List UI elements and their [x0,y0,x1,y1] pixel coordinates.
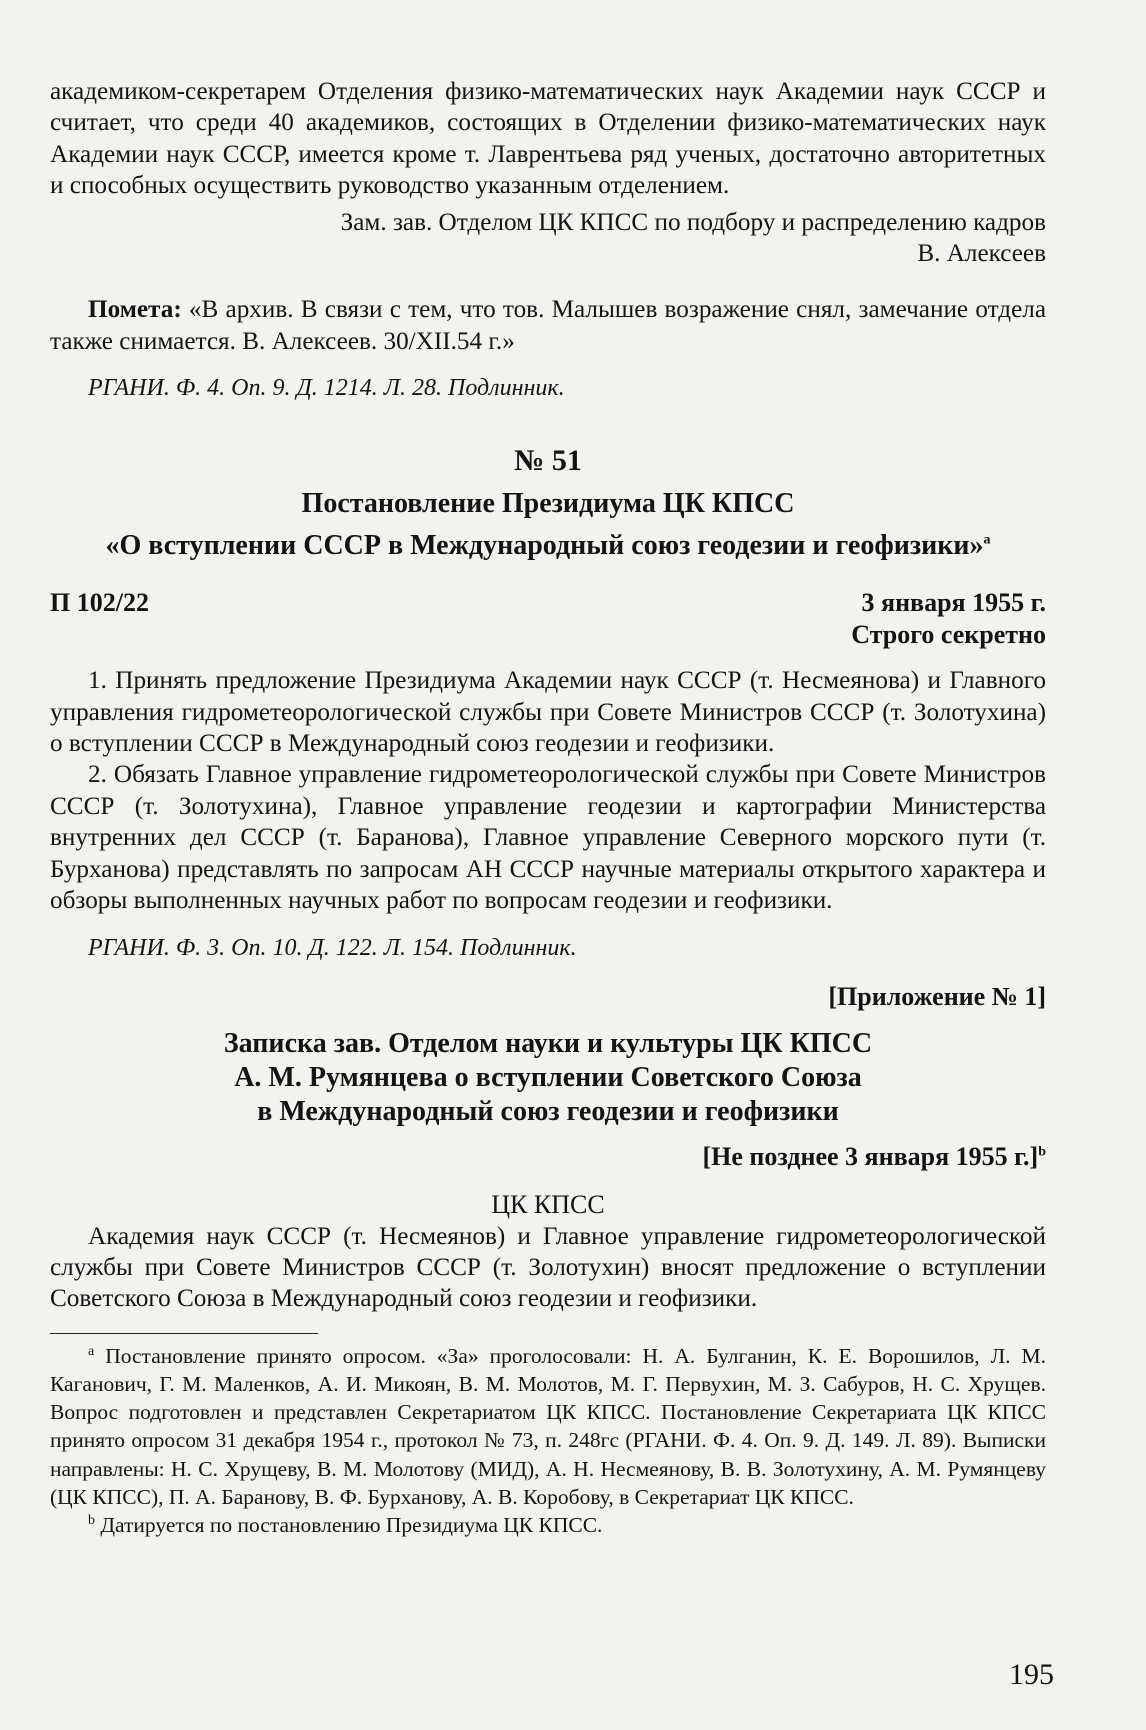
archive-reference-2: РГАНИ. Ф. 3. Оп. 10. Д. 122. Л. 154. Подлинник. [88,934,577,961]
document-title-line-2 [50,529,1046,563]
secrecy-label: Строго секретно [851,620,1046,650]
appendix-title-line-1: Записка зав. Отделом науки и культуры ЦК КПСС [223,1027,873,1059]
archive-reference-1: РГАНИ. Ф. 4. Оп. 9. Д. 1214. Л. 28. Подлинник. [88,375,565,402]
document-title-line-1: Постановление Президиума ЦК КПСС [301,488,795,520]
appendix-title-line-3: в Международный союз геодезии и геофизики [257,1095,839,1127]
addressee: ЦК КПСС [491,1189,605,1219]
appendix-date-text: [Не позднее 3 января 1955 г.] [702,1141,1039,1171]
appendix-date [50,1141,1046,1173]
footnote-ref-b: b [1038,1143,1046,1159]
protocol-number: П 102/22 [50,588,149,618]
appendix-label: [Приложение № 1] [828,981,1046,1011]
footnote-a-marker: a [88,1343,95,1359]
footnote-a-text: Постановление принято опросом. «За» проголосовали: Н. А. Булганин, К. Е. Ворошилов, Л. М. Каганович, Г. М. Маленков, А. И. Микоян, В. М. Молотов, М. Г. Первухин, М. З. Сабуров, Н. С. Хрущев. Вопрос подготовлен и представлен Секретариатом ЦК КПСС. Постановление Секретариата ЦК КПСС принято опросом 31 декабря 1954 г., протокол № 73, п. 248гс (РГАНИ. Ф. 4. Оп. 9. Д. 149. Л. 89). Выписки направлены: Н. С. Хрущеву, В. М. Молотову (МИД), А. Н. Несмеянову, В. В. Золотухину, А. М. Румянцеву (ЦК КПСС), П. А. Баранову, В. Ф. Бурханову, А. В. Коробову, в Секретариат ЦК КПСС. [50,1343,1046,1509]
annotation-label: Помета: [88,296,182,324]
resolution-item-1: 1. Принять предложение Президиума Академии наук СССР (т. Несмеянова) и Главного управления гидрометеорологической службы при Совете Министров СССР (т. Золотухина) о вступлении СССР в Международный союз геодезии и геофизики. [50,667,1046,758]
annotation [50,294,1046,357]
footnote-b-text: Датируется по постановлению Президиума ЦК КПСС. [100,1512,603,1537]
footnote-b [50,1511,1046,1539]
resolution-item-2: 2. Обязать Главное управление гидрометеорологической службы при Совете Министров СССР (т. Золотухина), Главное управление геодезии и картографии Министерства внутренних дел СССР (т. Баранова), Главное управление Северного морского пути (т. Бурханова) представлять по запросам АН СССР научные материалы открытого характера и обзоры выполненных научных работ по вопросам геодезии и геофизики. [50,761,1046,915]
document-date: 3 января 1955 г. [861,588,1046,618]
footnote-b-marker: b [88,1512,95,1528]
footnote-a [50,1342,1046,1511]
opening-paragraph: академиком-секретарем Отделения физико-математических наук Академии наук СССР и считает, что среди 40 академиков, состоящих в Отделении физико-математических наук Академии наук СССР, имеется кроме т. Лаврентьева ряд ученых, достаточно авторитетных и способных осуществить руководство указанным отделением. [50,78,1046,200]
footnote-ref-a: a [983,532,991,548]
document-title-text: «О вступлении СССР в Международный союз геодезии и геофизики» [105,530,984,562]
text-column [50,76,1046,1539]
appendix-title-line-2: А. М. Румянцева о вступлении Советского Союза [234,1061,862,1093]
appendix-paragraph: Академия наук СССР (т. Несмеянов) и Главное управление гидрометеорологической службы при Совете Министров СССР (т. Золотухин) вносят предложение о вступлении Советского Союза в Международный союз геодезии и геофизики. [50,1222,1046,1313]
page-number: 195 [1009,1658,1054,1691]
document-number: № 51 [514,444,582,478]
footnote-divider [50,1333,318,1334]
document-meta-row [50,587,1046,619]
annotation-text: «В архив. В связи с тем, что тов. Малышев возражение снял, замечание отдела также снимается. В. Алексеев. 30/XII.54 г.» [50,296,1047,355]
signature-name: В. Алексеев [917,240,1046,268]
signature-role: Зам. зав. Отделом ЦК КПСС по подбору и распределению кадров [340,208,1046,236]
